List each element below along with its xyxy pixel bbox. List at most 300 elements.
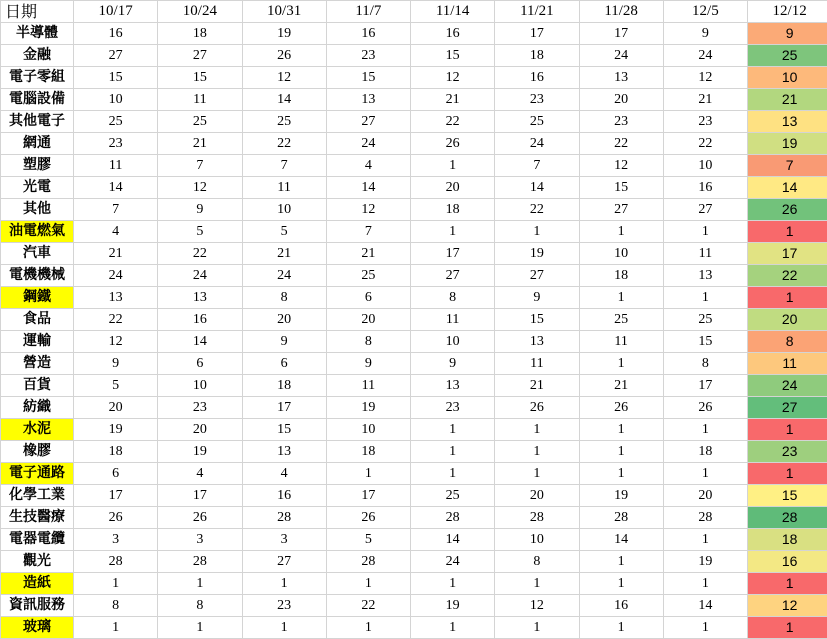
date-header: 11/21 <box>495 1 579 23</box>
date-header: 11/7 <box>326 1 410 23</box>
rank-cell: 1 <box>663 617 747 639</box>
rank-cell: 18 <box>495 45 579 67</box>
table-row <box>1 331 827 353</box>
rank-cell: 12 <box>242 67 326 89</box>
sector-name-cell: 水泥 <box>1 419 74 441</box>
rank-cell: 14 <box>663 595 747 617</box>
sector-name-cell: 玻璃 <box>1 617 74 639</box>
rank-cell: 28 <box>326 551 410 573</box>
rank-cell: 1 <box>579 551 663 573</box>
sector-name-cell: 食品 <box>1 309 74 331</box>
table-row <box>1 111 827 133</box>
rank-cell: 27 <box>411 265 495 287</box>
rank-cell: 23 <box>663 111 747 133</box>
rank-cell: 23 <box>158 397 242 419</box>
rank-cell: 13 <box>242 441 326 463</box>
rank-cell: 21 <box>579 375 663 397</box>
latest-rank-cell: 8 <box>748 331 827 353</box>
rank-cell: 13 <box>579 67 663 89</box>
rank-cell: 20 <box>242 309 326 331</box>
rank-cell: 27 <box>158 45 242 67</box>
rank-cell: 22 <box>579 133 663 155</box>
rank-cell: 22 <box>495 199 579 221</box>
table-row <box>1 441 827 463</box>
latest-rank-cell: 1 <box>748 287 827 309</box>
rank-cell: 16 <box>411 23 495 45</box>
rank-cell: 13 <box>74 287 158 309</box>
rank-cell: 1 <box>495 573 579 595</box>
header-row <box>1 1 827 23</box>
rank-cell: 1 <box>411 463 495 485</box>
rank-cell: 18 <box>158 23 242 45</box>
rank-cell: 19 <box>74 419 158 441</box>
rank-cell: 20 <box>411 177 495 199</box>
rank-cell: 1 <box>663 287 747 309</box>
rank-cell: 8 <box>411 287 495 309</box>
sector-name-cell: 塑膠 <box>1 155 74 177</box>
sector-name-cell: 電子通路 <box>1 463 74 485</box>
rank-cell: 28 <box>579 507 663 529</box>
rank-cell: 26 <box>158 507 242 529</box>
rank-cell: 25 <box>158 111 242 133</box>
rank-cell: 17 <box>326 485 410 507</box>
latest-rank-cell: 10 <box>748 67 827 89</box>
rank-cell: 24 <box>158 265 242 287</box>
rank-cell: 4 <box>158 463 242 485</box>
rank-cell: 16 <box>242 485 326 507</box>
rank-cell: 11 <box>74 155 158 177</box>
rank-cell: 25 <box>411 485 495 507</box>
sector-name-cell: 油電燃氣 <box>1 221 74 243</box>
rank-cell: 21 <box>495 375 579 397</box>
rank-cell: 1 <box>158 617 242 639</box>
rank-cell: 28 <box>663 507 747 529</box>
rank-cell: 14 <box>242 89 326 111</box>
rank-cell: 14 <box>411 529 495 551</box>
table-row <box>1 155 827 177</box>
rank-cell: 15 <box>579 177 663 199</box>
rank-cell: 8 <box>326 331 410 353</box>
table-row <box>1 463 827 485</box>
rank-cell: 14 <box>495 177 579 199</box>
date-header: 12/12 <box>748 1 827 23</box>
rank-cell: 17 <box>242 397 326 419</box>
rank-cell: 22 <box>663 133 747 155</box>
rank-cell: 1 <box>326 617 410 639</box>
rank-cell: 1 <box>74 573 158 595</box>
rank-cell: 1 <box>663 529 747 551</box>
rank-cell: 1 <box>411 419 495 441</box>
rank-cell: 11 <box>579 331 663 353</box>
rank-cell: 9 <box>326 353 410 375</box>
latest-rank-cell: 22 <box>748 265 827 287</box>
sector-name-cell: 半導體 <box>1 23 74 45</box>
latest-rank-cell: 16 <box>748 551 827 573</box>
rank-cell: 12 <box>158 177 242 199</box>
rank-cell: 1 <box>326 573 410 595</box>
rank-cell: 11 <box>663 243 747 265</box>
rank-cell: 11 <box>158 89 242 111</box>
sector-name-cell: 生技醫療 <box>1 507 74 529</box>
sector-name-cell: 造紙 <box>1 573 74 595</box>
rank-cell: 10 <box>411 331 495 353</box>
rank-cell: 24 <box>579 45 663 67</box>
latest-rank-cell: 20 <box>748 309 827 331</box>
rank-cell: 10 <box>242 199 326 221</box>
table-row <box>1 617 827 639</box>
rank-cell: 14 <box>158 331 242 353</box>
rank-cell: 10 <box>326 419 410 441</box>
rank-cell: 24 <box>326 133 410 155</box>
rank-cell: 16 <box>579 595 663 617</box>
rank-cell: 15 <box>411 45 495 67</box>
latest-rank-cell: 24 <box>748 375 827 397</box>
rank-cell: 11 <box>242 177 326 199</box>
rank-cell: 27 <box>495 265 579 287</box>
rank-cell: 7 <box>158 155 242 177</box>
rank-cell: 1 <box>579 617 663 639</box>
rank-cell: 14 <box>326 177 410 199</box>
rank-cell: 19 <box>242 23 326 45</box>
rank-cell: 15 <box>158 67 242 89</box>
rank-cell: 15 <box>74 67 158 89</box>
rank-cell: 11 <box>326 375 410 397</box>
rank-cell: 3 <box>158 529 242 551</box>
rank-cell: 22 <box>411 111 495 133</box>
rank-cell: 18 <box>242 375 326 397</box>
table-row <box>1 485 827 507</box>
date-header: 11/14 <box>411 1 495 23</box>
rank-cell: 18 <box>663 441 747 463</box>
table-row <box>1 221 827 243</box>
latest-rank-cell: 1 <box>748 419 827 441</box>
rank-cell: 1 <box>411 441 495 463</box>
rank-cell: 22 <box>326 595 410 617</box>
rank-cell: 23 <box>411 397 495 419</box>
sector-name-cell: 化學工業 <box>1 485 74 507</box>
table-row <box>1 573 827 595</box>
rank-cell: 6 <box>326 287 410 309</box>
rank-cell: 17 <box>411 243 495 265</box>
rank-cell: 12 <box>663 67 747 89</box>
rank-cell: 1 <box>579 573 663 595</box>
table-row <box>1 419 827 441</box>
rank-cell: 28 <box>495 507 579 529</box>
rank-cell: 1 <box>495 441 579 463</box>
rank-cell: 24 <box>74 265 158 287</box>
rank-cell: 19 <box>158 441 242 463</box>
rank-cell: 24 <box>663 45 747 67</box>
rank-cell: 13 <box>663 265 747 287</box>
rank-cell: 17 <box>495 23 579 45</box>
rank-cell: 5 <box>74 375 158 397</box>
rank-cell: 25 <box>579 309 663 331</box>
date-header: 11/28 <box>579 1 663 23</box>
rank-cell: 26 <box>411 133 495 155</box>
rank-cell: 15 <box>242 419 326 441</box>
rank-cell: 1 <box>579 419 663 441</box>
rank-cell: 26 <box>74 507 158 529</box>
rank-cell: 20 <box>663 485 747 507</box>
latest-rank-cell: 15 <box>748 485 827 507</box>
table-row <box>1 243 827 265</box>
rank-cell: 27 <box>579 199 663 221</box>
rank-cell: 14 <box>74 177 158 199</box>
rank-cell: 21 <box>242 243 326 265</box>
latest-rank-cell: 7 <box>748 155 827 177</box>
rank-cell: 16 <box>663 177 747 199</box>
corner-header: 日期 <box>1 1 74 23</box>
table-row <box>1 551 827 573</box>
rank-cell: 22 <box>242 133 326 155</box>
rank-cell: 13 <box>158 287 242 309</box>
sector-name-cell: 鋼鐵 <box>1 287 74 309</box>
rank-cell: 1 <box>579 441 663 463</box>
rank-cell: 27 <box>242 551 326 573</box>
rank-cell: 25 <box>326 265 410 287</box>
rank-cell: 23 <box>326 45 410 67</box>
rank-cell: 18 <box>579 265 663 287</box>
rank-cell: 24 <box>495 133 579 155</box>
date-header: 12/5 <box>663 1 747 23</box>
rank-cell: 4 <box>74 221 158 243</box>
rank-cell: 9 <box>495 287 579 309</box>
rank-cell: 19 <box>411 595 495 617</box>
rank-cell: 1 <box>663 463 747 485</box>
rank-cell: 20 <box>579 89 663 111</box>
rank-cell: 9 <box>158 199 242 221</box>
table-row <box>1 287 827 309</box>
rank-cell: 15 <box>495 309 579 331</box>
date-header: 10/31 <box>242 1 326 23</box>
rank-cell: 22 <box>158 243 242 265</box>
rank-cell: 25 <box>74 111 158 133</box>
table-row <box>1 89 827 111</box>
table-row <box>1 397 827 419</box>
date-header: 10/24 <box>158 1 242 23</box>
rank-cell: 26 <box>579 397 663 419</box>
latest-rank-cell: 11 <box>748 353 827 375</box>
rank-cell: 1 <box>158 573 242 595</box>
rank-cell: 1 <box>242 573 326 595</box>
rank-cell: 18 <box>74 441 158 463</box>
rank-cell: 18 <box>411 199 495 221</box>
table-row <box>1 375 827 397</box>
table-row <box>1 23 827 45</box>
rank-cell: 1 <box>495 419 579 441</box>
rank-cell: 25 <box>242 111 326 133</box>
rank-cell: 16 <box>74 23 158 45</box>
latest-rank-cell: 14 <box>748 177 827 199</box>
rank-cell: 28 <box>242 507 326 529</box>
rank-cell: 21 <box>663 89 747 111</box>
sector-name-cell: 電子零組 <box>1 67 74 89</box>
rank-cell: 28 <box>74 551 158 573</box>
rank-cell: 17 <box>158 485 242 507</box>
rank-cell: 27 <box>74 45 158 67</box>
latest-rank-cell: 21 <box>748 89 827 111</box>
rank-cell: 28 <box>158 551 242 573</box>
rank-cell: 23 <box>579 111 663 133</box>
rank-cell: 12 <box>74 331 158 353</box>
latest-rank-cell: 1 <box>748 221 827 243</box>
rank-cell: 1 <box>74 617 158 639</box>
table-row <box>1 595 827 617</box>
table-header <box>1 1 827 23</box>
table-row <box>1 133 827 155</box>
rank-cell: 26 <box>326 507 410 529</box>
rank-cell: 9 <box>74 353 158 375</box>
latest-rank-cell: 28 <box>748 507 827 529</box>
rank-cell: 20 <box>158 419 242 441</box>
rank-cell: 1 <box>663 221 747 243</box>
rank-cell: 21 <box>326 243 410 265</box>
sector-name-cell: 電機機械 <box>1 265 74 287</box>
rank-cell: 21 <box>158 133 242 155</box>
latest-rank-cell: 9 <box>748 23 827 45</box>
table-row <box>1 177 827 199</box>
rank-cell: 24 <box>411 551 495 573</box>
rank-cell: 17 <box>663 375 747 397</box>
rank-cell: 1 <box>579 221 663 243</box>
rank-cell: 8 <box>663 353 747 375</box>
rank-cell: 5 <box>326 529 410 551</box>
latest-rank-cell: 18 <box>748 529 827 551</box>
rank-cell: 27 <box>663 199 747 221</box>
sector-name-cell: 電腦設備 <box>1 89 74 111</box>
rank-cell: 11 <box>495 353 579 375</box>
rank-cell: 7 <box>242 155 326 177</box>
rank-cell: 14 <box>579 529 663 551</box>
rank-cell: 6 <box>242 353 326 375</box>
rank-cell: 19 <box>495 243 579 265</box>
rank-cell: 24 <box>242 265 326 287</box>
rank-cell: 10 <box>579 243 663 265</box>
table-row <box>1 67 827 89</box>
rank-cell: 1 <box>411 221 495 243</box>
rank-cell: 1 <box>411 573 495 595</box>
rank-cell: 20 <box>74 397 158 419</box>
latest-rank-cell: 1 <box>748 617 827 639</box>
rank-cell: 17 <box>579 23 663 45</box>
rank-cell: 9 <box>663 23 747 45</box>
sector-name-cell: 百貨 <box>1 375 74 397</box>
rank-cell: 7 <box>495 155 579 177</box>
table-body <box>1 23 827 639</box>
rank-cell: 26 <box>663 397 747 419</box>
sector-name-cell: 橡膠 <box>1 441 74 463</box>
rank-cell: 23 <box>495 89 579 111</box>
rank-cell: 21 <box>74 243 158 265</box>
rank-cell: 8 <box>242 287 326 309</box>
rank-cell: 25 <box>663 309 747 331</box>
rank-cell: 11 <box>411 309 495 331</box>
rank-cell: 25 <box>495 111 579 133</box>
rank-cell: 1 <box>495 617 579 639</box>
rank-cell: 26 <box>242 45 326 67</box>
rank-cell: 5 <box>242 221 326 243</box>
sector-name-cell: 紡織 <box>1 397 74 419</box>
rank-cell: 15 <box>663 331 747 353</box>
latest-rank-cell: 17 <box>748 243 827 265</box>
rank-cell: 22 <box>74 309 158 331</box>
rank-cell: 12 <box>495 595 579 617</box>
rank-cell: 18 <box>326 441 410 463</box>
rank-cell: 23 <box>242 595 326 617</box>
sector-name-cell: 營造 <box>1 353 74 375</box>
rank-cell: 27 <box>326 111 410 133</box>
rank-cell: 3 <box>74 529 158 551</box>
rank-cell: 23 <box>74 133 158 155</box>
rank-cell: 1 <box>411 155 495 177</box>
sector-name-cell: 電器電纜 <box>1 529 74 551</box>
rank-cell: 13 <box>495 331 579 353</box>
sector-name-cell: 網通 <box>1 133 74 155</box>
rank-cell: 16 <box>495 67 579 89</box>
latest-rank-cell: 19 <box>748 133 827 155</box>
rank-cell: 9 <box>242 331 326 353</box>
rank-cell: 1 <box>326 463 410 485</box>
rank-cell: 12 <box>326 199 410 221</box>
rank-cell: 6 <box>158 353 242 375</box>
rank-cell: 6 <box>74 463 158 485</box>
rank-cell: 28 <box>411 507 495 529</box>
rank-cell: 1 <box>579 353 663 375</box>
rank-cell: 5 <box>158 221 242 243</box>
rank-cell: 1 <box>411 617 495 639</box>
rank-cell: 12 <box>579 155 663 177</box>
sector-name-cell: 金融 <box>1 45 74 67</box>
rank-cell: 20 <box>495 485 579 507</box>
rank-cell: 10 <box>663 155 747 177</box>
rank-cell: 7 <box>74 199 158 221</box>
rank-cell: 10 <box>158 375 242 397</box>
rank-cell: 21 <box>411 89 495 111</box>
rank-cell: 1 <box>495 463 579 485</box>
latest-rank-cell: 1 <box>748 463 827 485</box>
rank-cell: 20 <box>326 309 410 331</box>
sector-name-cell: 光電 <box>1 177 74 199</box>
rank-cell: 16 <box>158 309 242 331</box>
table-row <box>1 45 827 67</box>
rank-cell: 9 <box>411 353 495 375</box>
rank-cell: 10 <box>74 89 158 111</box>
table-row <box>1 265 827 287</box>
sector-name-cell: 汽車 <box>1 243 74 265</box>
rank-cell: 4 <box>242 463 326 485</box>
sector-name-cell: 其他 <box>1 199 74 221</box>
rank-cell: 16 <box>326 23 410 45</box>
rank-cell: 26 <box>495 397 579 419</box>
rank-cell: 19 <box>579 485 663 507</box>
table-row <box>1 529 827 551</box>
table-row <box>1 353 827 375</box>
rank-cell: 8 <box>74 595 158 617</box>
rank-cell: 7 <box>326 221 410 243</box>
rank-cell: 15 <box>326 67 410 89</box>
sector-name-cell: 觀光 <box>1 551 74 573</box>
rank-cell: 8 <box>495 551 579 573</box>
table-row <box>1 199 827 221</box>
sector-name-cell: 運輸 <box>1 331 74 353</box>
rank-cell: 17 <box>74 485 158 507</box>
rank-cell: 1 <box>579 287 663 309</box>
rank-cell: 8 <box>158 595 242 617</box>
rank-cell: 1 <box>579 463 663 485</box>
rank-cell: 4 <box>326 155 410 177</box>
latest-rank-cell: 27 <box>748 397 827 419</box>
sector-name-cell: 其他電子 <box>1 111 74 133</box>
